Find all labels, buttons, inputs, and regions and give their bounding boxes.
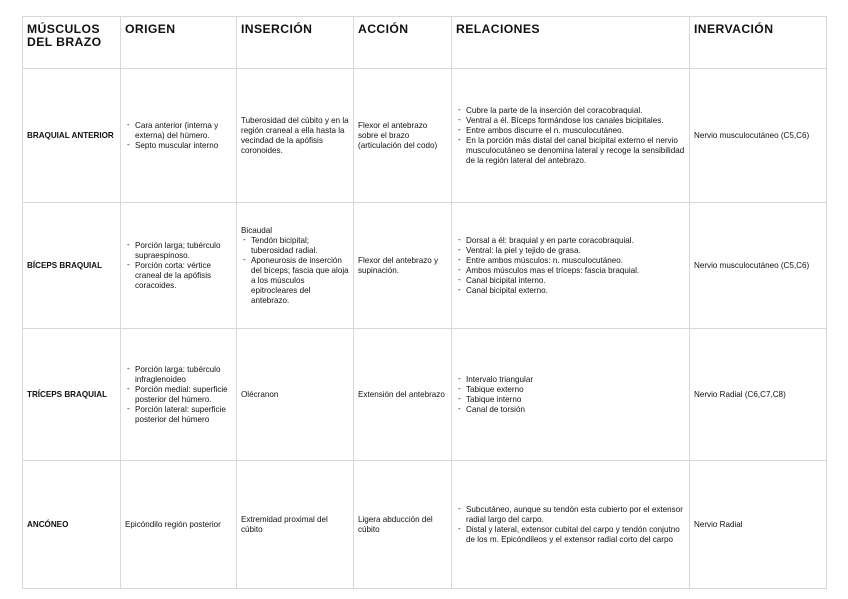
list-item: - Tendón bicipital; tuberosidad radial. [241, 236, 349, 256]
header-insercion: INSERCIÓN [237, 17, 354, 69]
muscle-name: TRÍCEPS BRAQUIAL [23, 329, 121, 461]
table-row [23, 69, 827, 203]
list-item: - Septo muscular interno [125, 141, 232, 151]
inervacion-cell: Nervio Radial [690, 461, 827, 589]
insercion-cell: Tuberosidad del cúbito y en la región craneal a ella hasta la vecindad de la apófisis coronoides. [237, 69, 354, 203]
header-row [23, 17, 827, 69]
accion-cell: Extensión del antebrazo [354, 329, 452, 461]
origen-cell [121, 329, 237, 461]
list-item: - En la porción más distal del canal bicipital externo el nervio musculocutáneo se denomina lateral y recoge la sensibilidad de la región lateral del antebrazo. [456, 136, 685, 166]
relaciones-cell [452, 203, 690, 329]
list-item: - Cubre la parte de la inserción del coracobraquial. [456, 106, 685, 116]
list-item: - Canal bicipital interno. [456, 276, 685, 286]
relaciones-cell [452, 329, 690, 461]
header-inervacion: INERVACIÓN [690, 17, 827, 69]
list-item: - Porción corta: vértice craneal de la apófisis coracoides. [125, 261, 232, 291]
list-item: - Ventral a él. Bíceps formándose los canales bicipitales. [456, 116, 685, 126]
list-item: - Porción larga; tubérculo supraespinoso. [125, 241, 232, 261]
list-item: - Porción medial: superficie posterior del húmero. [125, 385, 232, 405]
accion-cell: Flexor del antebrazo y supinación. [354, 203, 452, 329]
header-accion: ACCIÓN [354, 17, 452, 69]
table-row [23, 329, 827, 461]
inervacion-cell: Nervio musculocutáneo (C5,C6) [690, 69, 827, 203]
list-item: - Cara anterior (interna y externa) del húmero. [125, 121, 232, 141]
list-item: - Canal de torsión [456, 405, 685, 415]
table-row [23, 203, 827, 329]
list-item: - Dorsal a él: braquial y en parte coracobraquial. [456, 236, 685, 246]
insercion-cell: Extremidad proximal del cúbito [237, 461, 354, 589]
list-item: - Ambos músculos mas el tríceps: fascia braquial. [456, 266, 685, 276]
list-item: - Tabique interno [456, 395, 685, 405]
table-row [23, 461, 827, 589]
list-item: - Ventral: la piel y tejido de grasa. [456, 246, 685, 256]
list-item: - Entre ambos discurre el n. musculocutáneo. [456, 126, 685, 136]
list-item: - Porción larga: tubérculo infraglenoideo [125, 365, 232, 385]
muscles-table [22, 16, 827, 589]
relaciones-cell [452, 461, 690, 589]
list-item: - Tabique externo [456, 385, 685, 395]
list-item: - Aponeurosis de inserción del bíceps; fascia que aloja a los músculos epitrocleares del antebrazo. [241, 256, 349, 306]
origen-cell: Epicóndilo región posterior [121, 461, 237, 589]
muscle-name: ANCÓNEO [23, 461, 121, 589]
list-item: - Distal y lateral, extensor cubital del carpo y tendón conjutno de los m. Epicóndileos y el extensor radial corto del carpo [456, 525, 685, 545]
insercion-cell: Olécranon [237, 329, 354, 461]
header-relaciones: RELACIONES [452, 17, 690, 69]
list-item: - Subcutáneo, aunque su tendón esta cubierto por el extensor radial largo del carpo. [456, 505, 685, 525]
header-origen: ORIGEN [121, 17, 237, 69]
muscle-name: BRAQUIAL ANTERIOR [23, 69, 121, 203]
list-item: - Entre ambos músculos: n. musculocutáneo. [456, 256, 685, 266]
list-item: - Porción lateral: superficie posterior del húmero [125, 405, 232, 425]
list-item: - Canal bicipital externo. [456, 286, 685, 296]
accion-cell: Ligera abducción del cúbito [354, 461, 452, 589]
origen-cell [121, 69, 237, 203]
inervacion-cell: Nervio Radial (C6,C7,C8) [690, 329, 827, 461]
insercion-lead: Bicaudal [241, 225, 273, 235]
relaciones-cell [452, 69, 690, 203]
muscle-name: BÍCEPS BRAQUIAL [23, 203, 121, 329]
inervacion-cell: Nervio musculocutáneo (C5,C6) [690, 203, 827, 329]
header-musculos: MÚSCULOS DEL BRAZO [23, 17, 121, 69]
accion-cell: Flexor el antebrazo sobre el brazo (articulación del codo) [354, 69, 452, 203]
insercion-cell [237, 203, 354, 329]
origen-cell [121, 203, 237, 329]
list-item: - Intervalo triangular [456, 375, 685, 385]
